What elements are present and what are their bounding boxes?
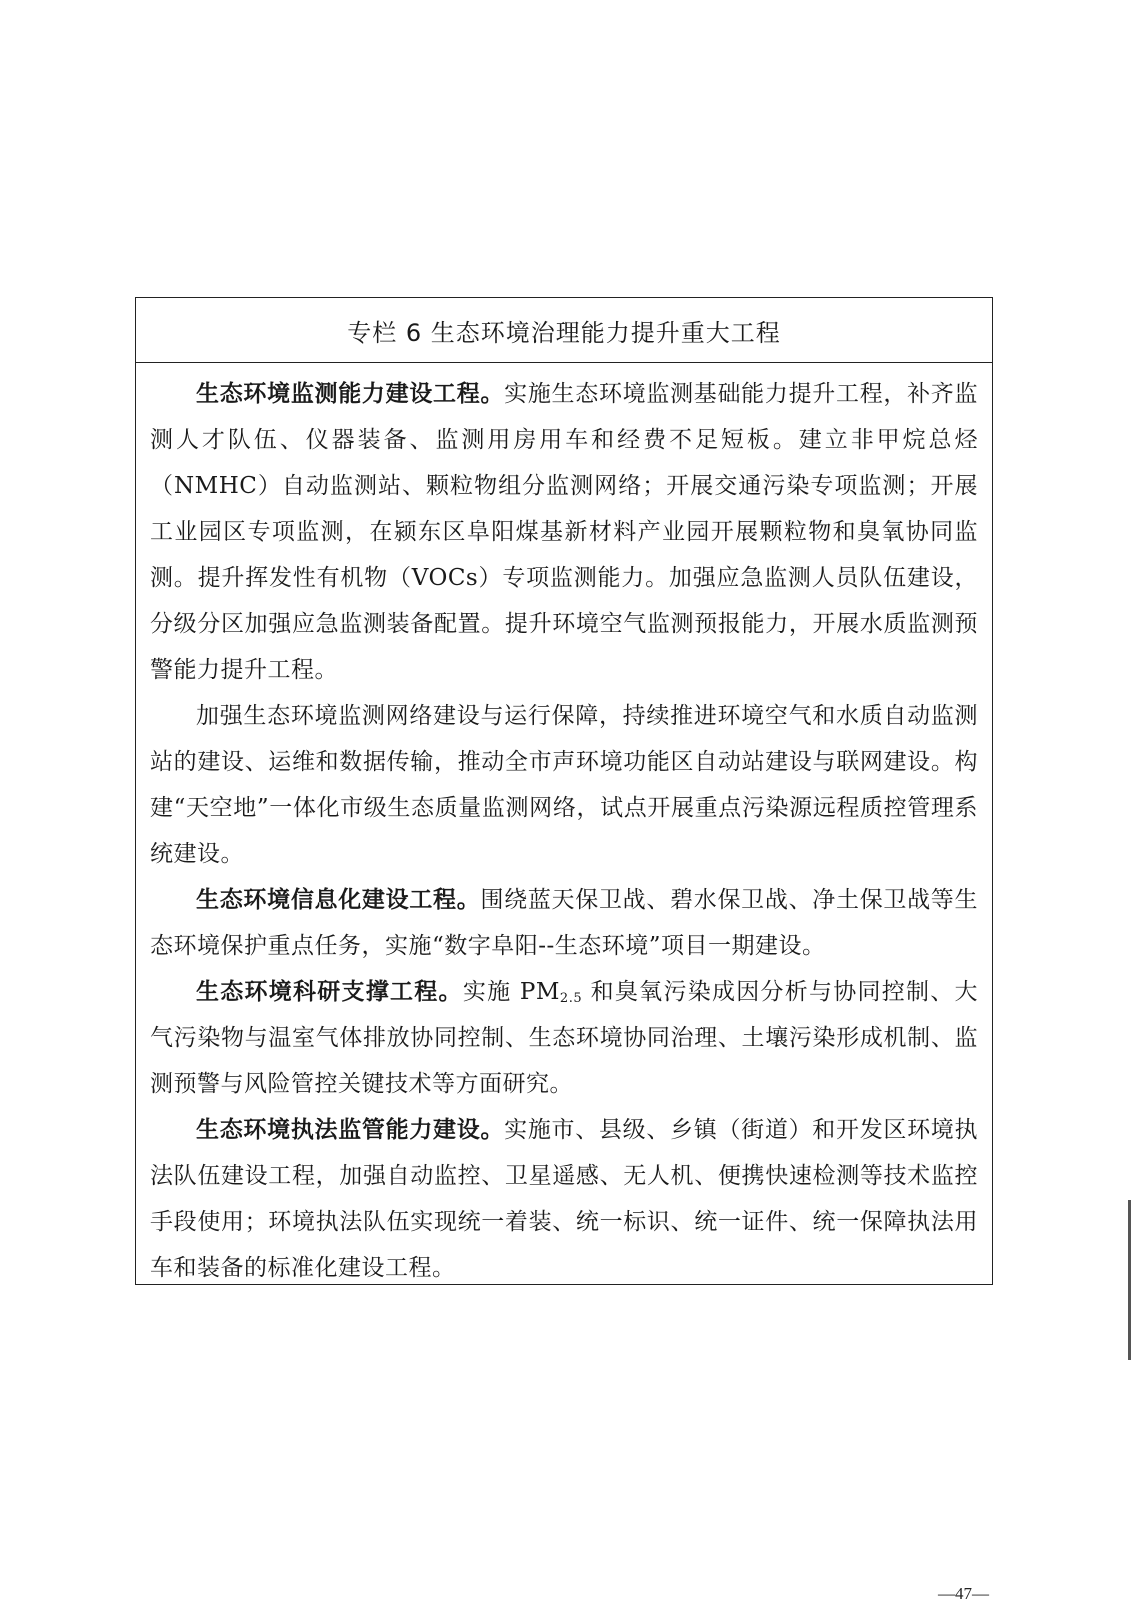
paragraph-lead: 生态环境监测能力建设工程。 <box>196 380 505 407</box>
box-body <box>136 363 992 1291</box>
paragraph-text-after: 和臭氧污染成因分析与协同控制、大气污染物与温室气体排放协同控制、生态环境协同治理、土壤污染形成机制、监测预警与风险管控关键技术等方面研究。 <box>150 979 979 1097</box>
paragraph-research <box>150 969 978 1107</box>
paragraph-text-before: 实施 PM <box>462 979 560 1005</box>
paragraph-lead: 生态环境执法监管能力建设。 <box>196 1116 505 1143</box>
box-title: 专栏 6 生态环境治理能力提升重大工程 <box>136 298 992 363</box>
paragraph-text: 实施市、县级、乡镇（街道）和开发区环境执法队伍建设工程，加强自动监控、卫星遥感、无人机、便携快速检测等技术监控手段使用；环境执法队伍实现统一着装、统一标识、统一证件、统一保障执法用车和装备的标准化建设工程。 <box>150 1117 978 1281</box>
paragraph-text: 围绕蓝天保卫战、碧水保卫战、净土保卫战等生态环境保护重点任务，实施“数字阜阳--生态环境”项目一期建设。 <box>150 887 978 959</box>
paragraph-network <box>150 693 978 877</box>
paragraph-lead: 生态环境科研支撑工程。 <box>196 978 463 1005</box>
page-number: —47— <box>938 1584 989 1603</box>
paragraph-lead: 生态环境信息化建设工程。 <box>196 886 481 913</box>
paragraph-enforcement <box>150 1107 978 1291</box>
paragraph-informatization <box>150 877 978 969</box>
paragraph-text: 加强生态环境监测网络建设与运行保障，持续推进环境空气和水质自动监测站的建设、运维和数据传输，推动全市声环境功能区自动站建设与联网建设。构建“天空地”一体化市级生态质量监测网络，试点开展重点污染源远程质控管理系统建设。 <box>150 703 978 867</box>
paragraph-monitoring <box>150 371 978 693</box>
paragraph-text: 实施生态环境监测基础能力提升工程，补齐监测人才队伍、仪器装备、监测用房用车和经费不足短板。建立非甲烷总烃（NMHC）自动监测站、颗粒物组分监测网络；开展交通污染专项监测；开展工业园区专项监测，在颍东区阜阳煤基新材料产业园开展颗粒物和臭氧协同监测。提升挥发性有机物（VOCs）专项监测能力。加强应急监测人员队伍建设，分级分区加强应急监测装备配置。提升环境空气监测预报能力，开展水质监测预警能力提升工程。 <box>150 381 978 683</box>
feature-box <box>135 297 993 1285</box>
pm-subscript: 2.5 <box>559 991 583 1006</box>
